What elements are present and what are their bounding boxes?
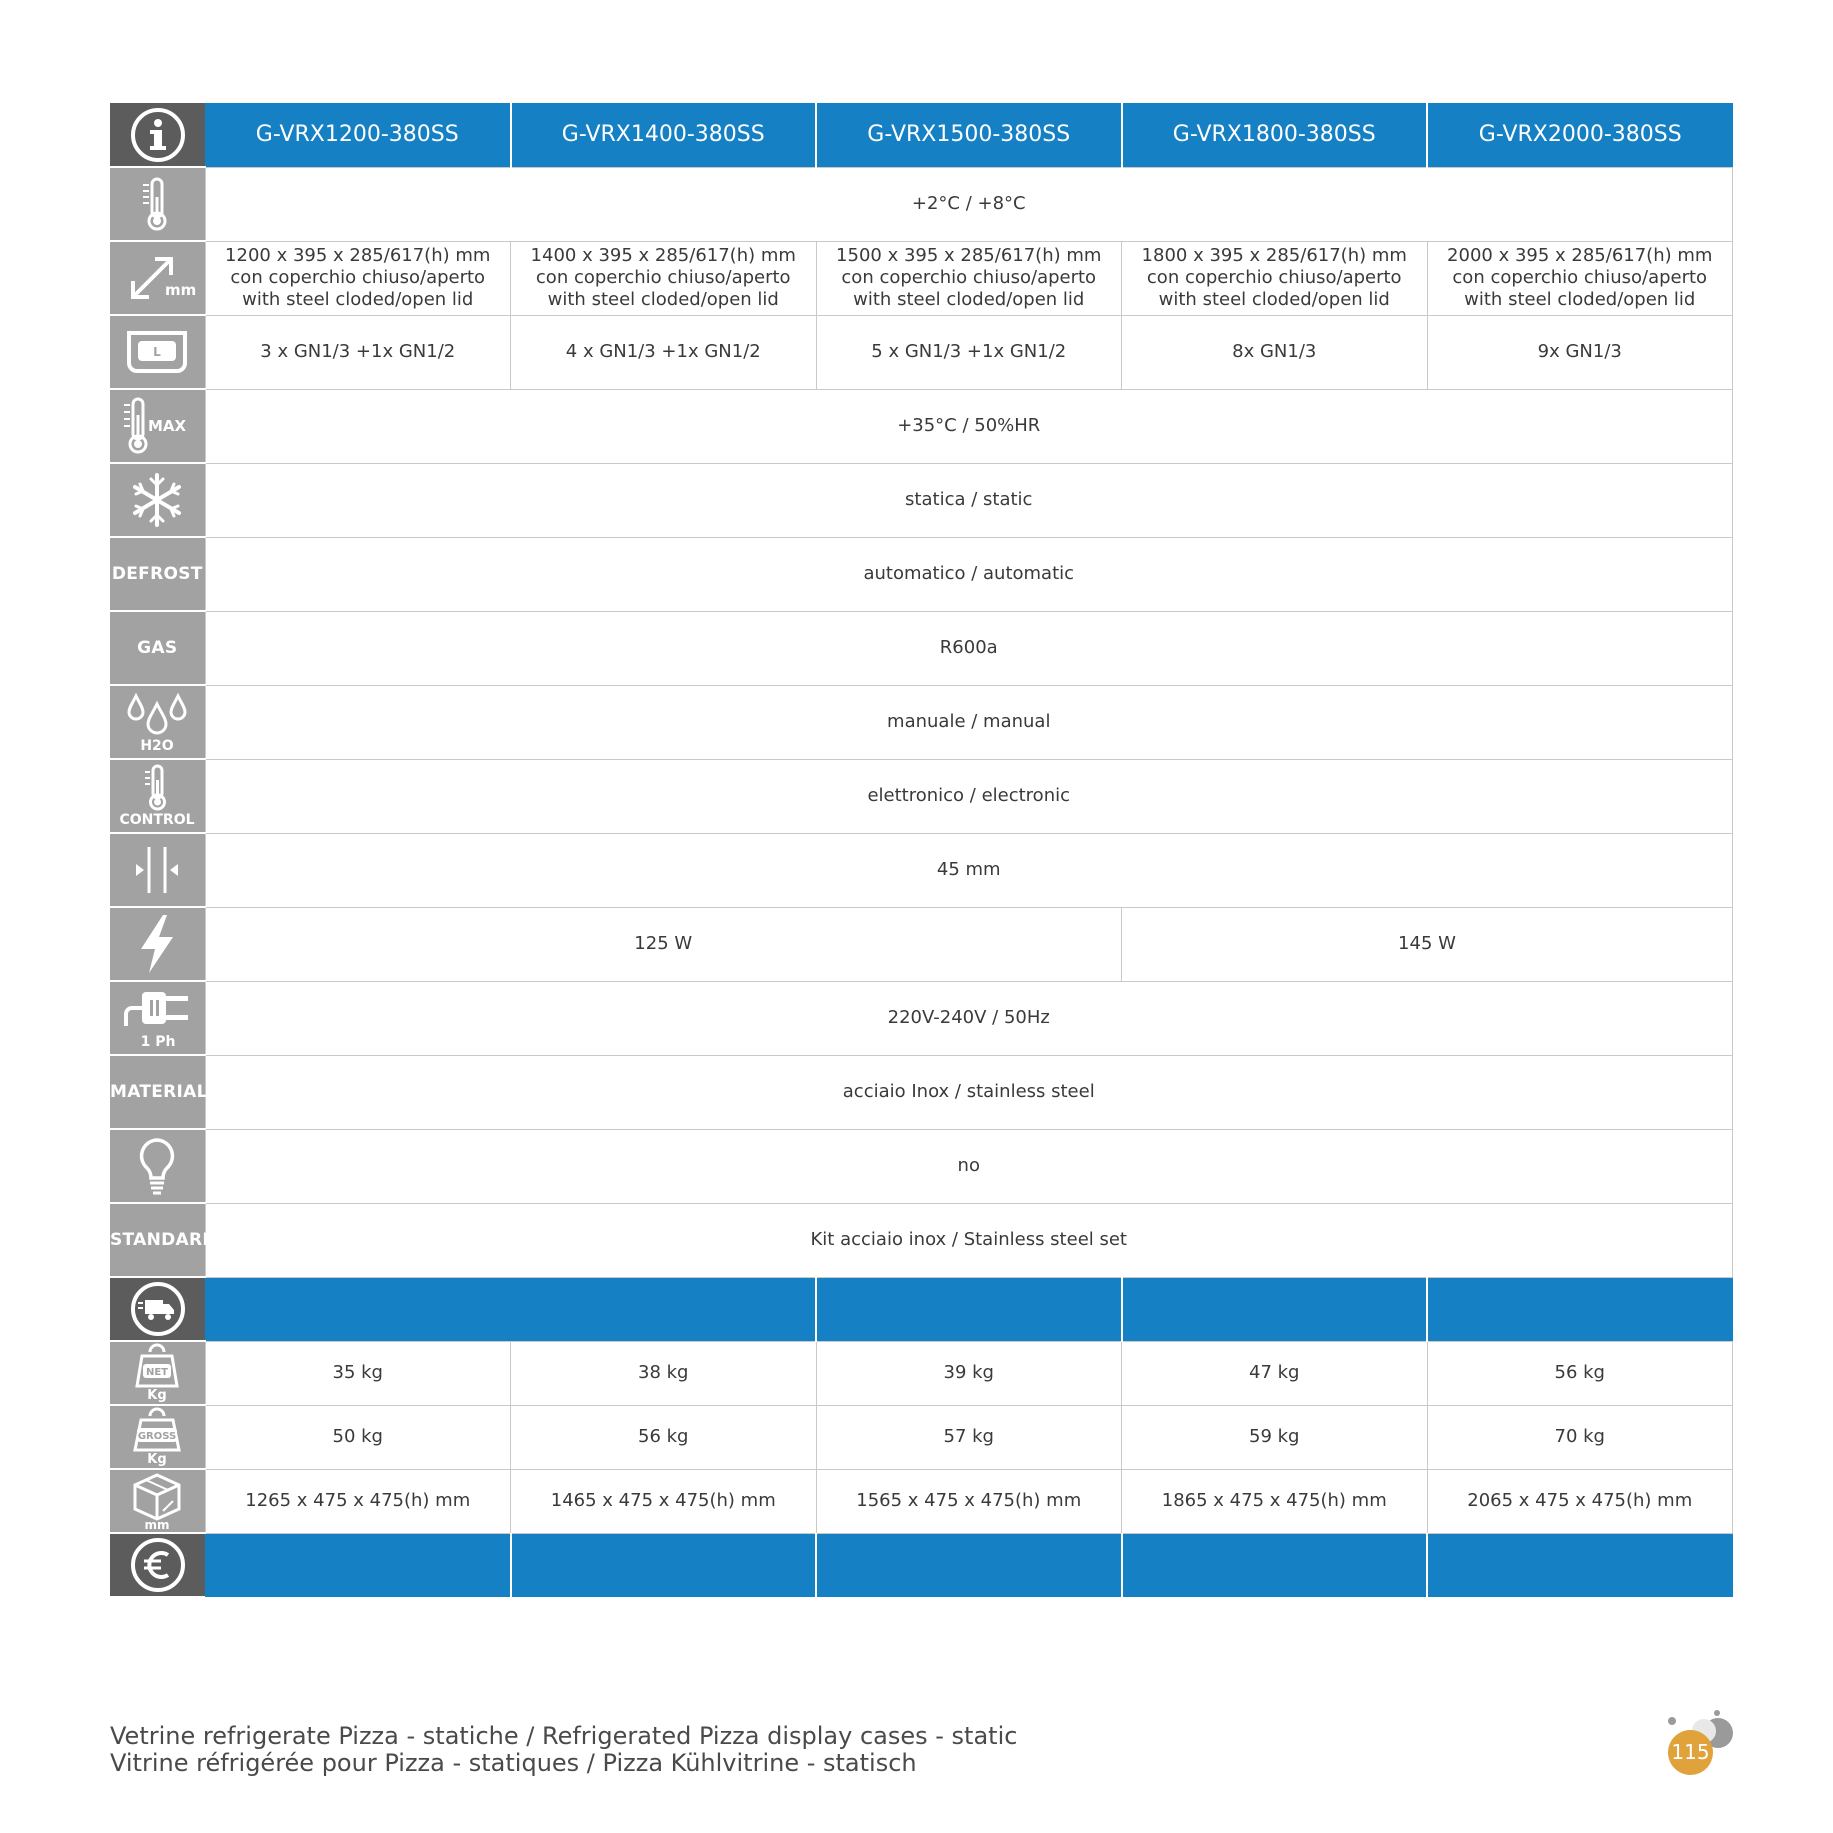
model-name: G-VRX1400-380SS xyxy=(511,103,817,167)
dim-unit-label: mm xyxy=(165,281,197,299)
defrost-label: DEFROST xyxy=(110,537,205,611)
insulation-value: 45 mm xyxy=(205,833,1733,907)
footer-caption xyxy=(110,1723,1017,1777)
lightning-icon xyxy=(110,907,205,981)
standard-value: Kit acciaio inox / Stainless steel set xyxy=(205,1203,1733,1277)
max-ambient-value: +35°C / 50%HR xyxy=(205,389,1733,463)
dimensions-cell: 1800 x 395 x 285/617(h) mm con coperchio chiuso/aperto with steel cloded/open lid xyxy=(1122,241,1428,315)
gross-weight-cell: 56 kg xyxy=(511,1405,817,1469)
capacity-cell: 3 x GN1/3 +1x GN1/2 xyxy=(205,315,511,389)
gas-label: GAS xyxy=(110,611,205,685)
package-cell: 1465 x 475 x 475(h) mm xyxy=(511,1469,817,1533)
model-name: G-VRX1500-380SS xyxy=(816,103,1122,167)
price-cell xyxy=(1122,1533,1428,1597)
voltage-value: 220V-240V / 50Hz xyxy=(205,981,1733,1055)
gas-row xyxy=(110,611,1733,685)
dimensions-cell: 1500 x 395 x 285/617(h) mm con coperchio chiuso/aperto with steel cloded/open lid xyxy=(816,241,1122,315)
dimensions-icon xyxy=(110,241,205,315)
cooling-value: statica / static xyxy=(205,463,1733,537)
info-icon xyxy=(110,103,205,167)
control-thermometer-icon xyxy=(110,759,205,833)
package-row xyxy=(110,1469,1733,1533)
control-value: elettronico / electronic xyxy=(205,759,1733,833)
water-drain-value: manuale / manual xyxy=(205,685,1733,759)
spec-table xyxy=(110,103,1733,1598)
delivery-cell xyxy=(1122,1277,1428,1341)
page-number: 115 xyxy=(1668,1730,1713,1775)
net-weight-cell: 56 kg xyxy=(1427,1341,1733,1405)
gastronorm-tray-icon xyxy=(110,315,205,389)
price-row xyxy=(110,1533,1733,1597)
gross-weight-icon xyxy=(110,1405,205,1469)
thermometer-icon xyxy=(110,167,205,241)
package-box-icon xyxy=(110,1469,205,1533)
power-value: 145 W xyxy=(1122,907,1733,981)
net-weight-cell: 39 kg xyxy=(816,1341,1122,1405)
light-row xyxy=(110,1129,1733,1203)
net-weight-cell: 47 kg xyxy=(1122,1341,1428,1405)
material-row xyxy=(110,1055,1733,1129)
delivery-cell xyxy=(1427,1277,1733,1341)
delivery-cell xyxy=(205,1277,816,1341)
pkg-unit-label: mm xyxy=(144,1518,170,1532)
plug-icon xyxy=(110,981,205,1055)
footer-line-1: Vetrine refrigerate Pizza - statiche / Refrigerated Pizza display cases - static xyxy=(110,1722,1018,1750)
insulation-icon xyxy=(110,833,205,907)
material-label: MATERIAL xyxy=(110,1055,205,1129)
temperature-range: +2°C / +8°C xyxy=(205,167,1733,241)
water-drain-row xyxy=(110,685,1733,759)
defrost-row xyxy=(110,537,1733,611)
water-drops-icon xyxy=(110,685,205,759)
lightbulb-icon xyxy=(110,1129,205,1203)
water-label: H2O xyxy=(140,738,174,754)
price-cell xyxy=(816,1533,1122,1597)
gross-weight-cell: 50 kg xyxy=(205,1405,511,1469)
cooling-row xyxy=(110,463,1733,537)
snowflake-icon xyxy=(110,463,205,537)
defrost-value: automatico / automatic xyxy=(205,537,1733,611)
power-value: 125 W xyxy=(205,907,1122,981)
dimensions-cell: 2000 x 395 x 285/617(h) mm con coperchio chiuso/aperto with steel cloded/open lid xyxy=(1427,241,1733,315)
price-cell xyxy=(205,1533,511,1597)
delivery-row xyxy=(110,1277,1733,1341)
truck-icon xyxy=(110,1277,205,1341)
voltage-row xyxy=(110,981,1733,1055)
net-weight-cell: 35 kg xyxy=(205,1341,511,1405)
standard-row xyxy=(110,1203,1733,1277)
model-name: G-VRX1200-380SS xyxy=(205,103,511,167)
delivery-cell xyxy=(816,1277,1122,1341)
control-label: CONTROL xyxy=(119,812,195,828)
model-name: G-VRX2000-380SS xyxy=(1427,103,1733,167)
net-label: NET xyxy=(146,1367,169,1378)
kg-label: Kg xyxy=(147,1388,167,1403)
page-number-badge xyxy=(1660,1705,1740,1775)
net-weight-icon xyxy=(110,1341,205,1405)
gross-weight-cell: 70 kg xyxy=(1427,1405,1733,1469)
package-cell: 1265 x 475 x 475(h) mm xyxy=(205,1469,511,1533)
max-ambient-icon xyxy=(110,389,205,463)
max-label: MAX xyxy=(148,417,187,435)
temperature-row xyxy=(110,167,1733,241)
capacity-unit-label: L xyxy=(153,345,162,359)
standard-label: STANDARD xyxy=(110,1203,205,1277)
light-value: no xyxy=(205,1129,1733,1203)
footer-line-2: Vitrine réfrigérée pour Pizza - statiques / Pizza Kühlvitrine - statisch xyxy=(110,1749,917,1777)
capacity-row xyxy=(110,315,1733,389)
phase-label: 1 Ph xyxy=(140,1034,176,1050)
insulation-row xyxy=(110,833,1733,907)
model-name: G-VRX1800-380SS xyxy=(1122,103,1428,167)
control-row xyxy=(110,759,1733,833)
net-weight-row xyxy=(110,1341,1733,1405)
gross-label: GROSS xyxy=(138,1431,177,1442)
gas-value: R600a xyxy=(205,611,1733,685)
capacity-cell: 4 x GN1/3 +1x GN1/2 xyxy=(511,315,817,389)
euro-icon xyxy=(110,1533,205,1597)
price-cell xyxy=(1427,1533,1733,1597)
capacity-cell: 9x GN1/3 xyxy=(1427,315,1733,389)
capacity-cell: 8x GN1/3 xyxy=(1122,315,1428,389)
package-cell: 2065 x 475 x 475(h) mm xyxy=(1427,1469,1733,1533)
max-ambient-row xyxy=(110,389,1733,463)
capacity-cell: 5 x GN1/3 +1x GN1/2 xyxy=(816,315,1122,389)
package-cell: 1865 x 475 x 475(h) mm xyxy=(1122,1469,1428,1533)
power-row xyxy=(110,907,1733,981)
gross-weight-cell: 59 kg xyxy=(1122,1405,1428,1469)
dimensions-cell: 1200 x 395 x 285/617(h) mm con coperchio chiuso/aperto with steel cloded/open lid xyxy=(205,241,511,315)
package-cell: 1565 x 475 x 475(h) mm xyxy=(816,1469,1122,1533)
kg-label: Kg xyxy=(147,1452,167,1467)
price-cell xyxy=(511,1533,817,1597)
model-header-row xyxy=(110,103,1733,167)
net-weight-cell: 38 kg xyxy=(511,1341,817,1405)
material-value: acciaio Inox / stainless steel xyxy=(205,1055,1733,1129)
dimensions-cell: 1400 x 395 x 285/617(h) mm con coperchio chiuso/aperto with steel cloded/open lid xyxy=(511,241,817,315)
gross-weight-cell: 57 kg xyxy=(816,1405,1122,1469)
dimensions-row xyxy=(110,241,1733,315)
gross-weight-row xyxy=(110,1405,1733,1469)
